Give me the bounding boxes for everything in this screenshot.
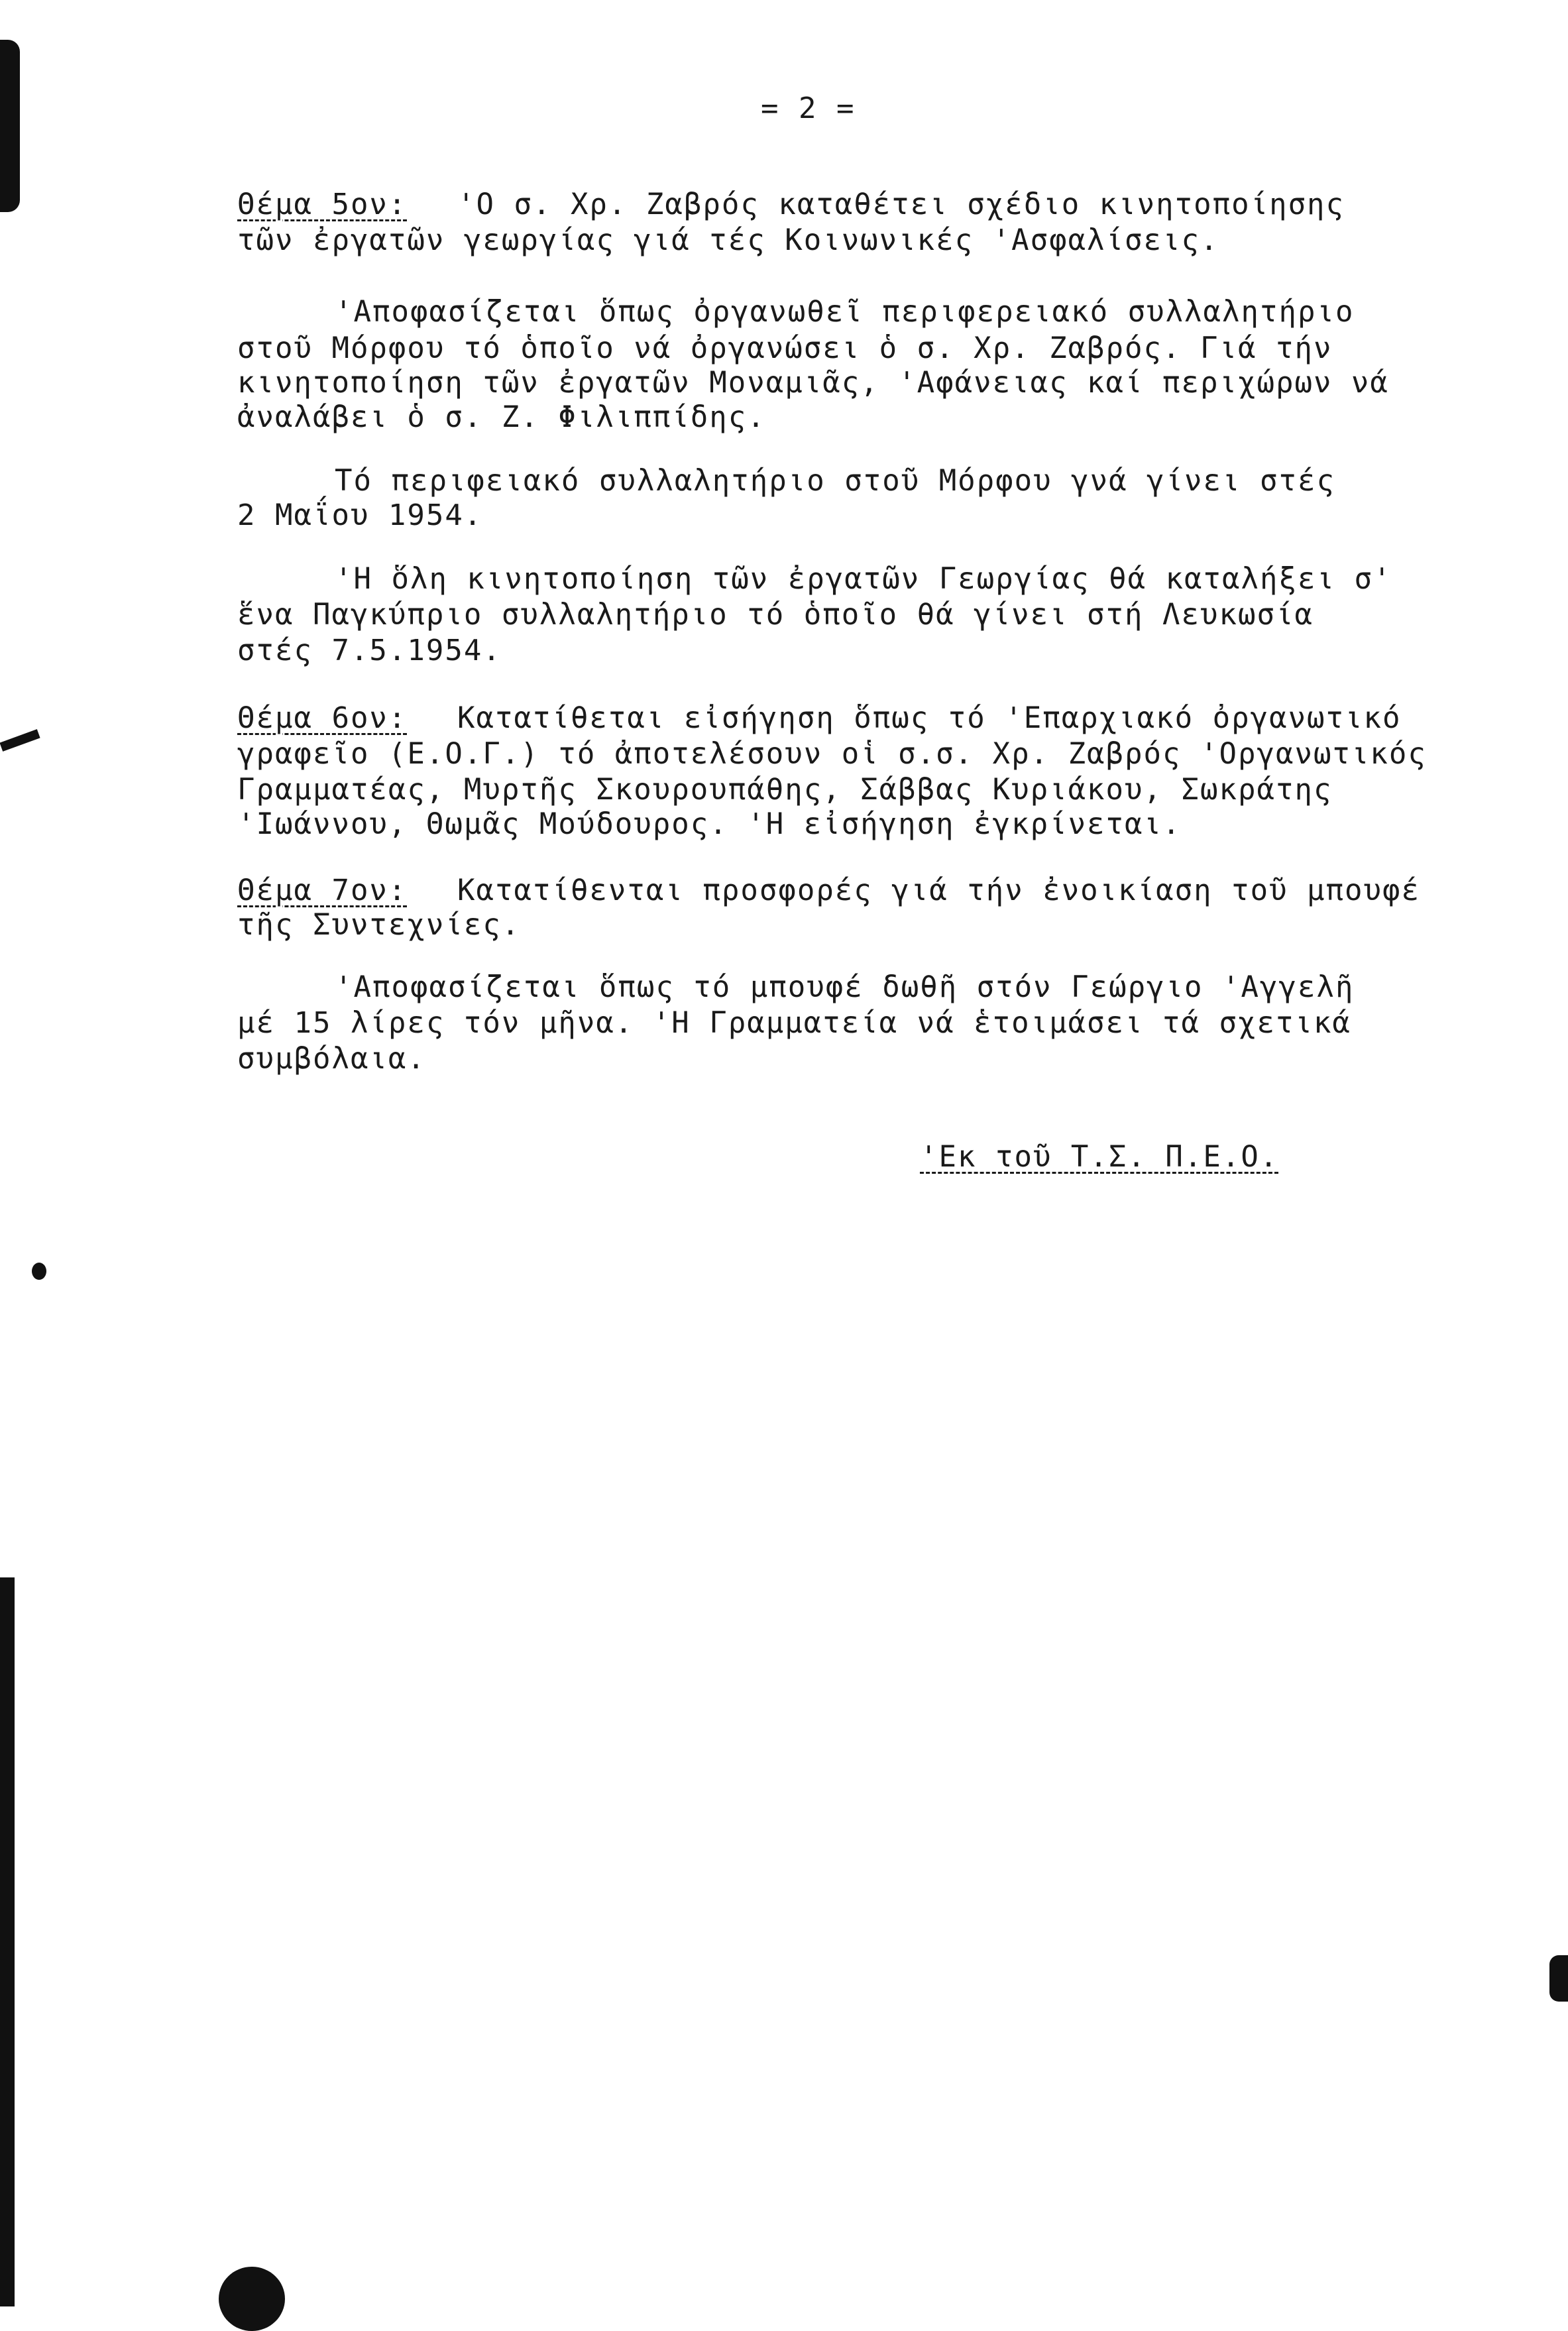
paragraph-3-line-3: στές 7.5.1954. bbox=[237, 634, 502, 667]
item-6-line-3: Γραμματέας, Μυρτῆς Σκουρουπάθης, Σάββας Κυριάκου, Σωκράτης bbox=[237, 773, 1333, 807]
item-5-line-2: τῶν ἐργατῶν γεωργίας γιά τές Κοινωνικές 'Ασφαλίσεις. bbox=[237, 223, 1219, 257]
signature: 'Εκ τοῦ Τ.Σ. Π.Ε.Ο. bbox=[920, 1140, 1279, 1174]
paragraph-1-line-4: ἀναλάβει ὁ σ. Ζ. Φιλιππίδης. bbox=[237, 400, 766, 434]
paragraph-3-line-2: ἕνα Παγκύπριο συλλαλητήριο τό ὁποῖο θά γίνει στή Λευκωσία bbox=[237, 598, 1314, 632]
paragraph-4-line-3: συμβόλαια. bbox=[237, 1042, 426, 1076]
ink-blot bbox=[219, 2267, 285, 2331]
ink-blot bbox=[1549, 1955, 1568, 2002]
paragraph-4-line-2: μέ 15 λίρες τόν μῆνα. 'Η Γραμματεία νά ἑτοιμάσει τά σχετικά bbox=[237, 1006, 1351, 1040]
paragraph-1-line-3: κινητοποίηση τῶν ἐργατῶν Μοναμιᾶς, 'Αφάνειας καί περιχώρων νά bbox=[237, 366, 1389, 400]
page-number: = 2 = bbox=[761, 91, 856, 125]
item-5-heading: Θέμα 5ον: bbox=[237, 188, 408, 221]
item-6-line-2: γραφεῖο (Ε.Ο.Γ.) τό ἀποτελέσουν οἱ σ.σ. Χρ. Ζαβρός 'Οργανωτικός bbox=[237, 737, 1427, 771]
scan-edge-mark bbox=[0, 40, 20, 212]
ink-blot bbox=[32, 1263, 46, 1280]
item-7-line-1: Κατατίθενται προσφορές γιά τήν ἐνοικίαση τοῦ μπουφέ bbox=[457, 874, 1421, 907]
paragraph-2-line-1: Τό περιφειακό συλλαλητήριο στοῦ Μόρφου γνά γίνει στές bbox=[335, 464, 1335, 498]
paragraph-1-line-1: 'Αποφασίζεται ὅπως ὀργανωθεῖ περιφερειακό συλλαλητήριο bbox=[335, 295, 1355, 329]
scan-edge-mark bbox=[0, 729, 40, 752]
paragraph-3-line-1: 'Η ὅλη κινητοποίηση τῶν ἐργατῶν Γεωργίας θά καταλήξει σ' bbox=[335, 562, 1392, 596]
item-6-line-1: Κατατίθεται εἰσήγηση ὅπως τό 'Επαρχιακό ὀργανωτικό bbox=[457, 701, 1402, 735]
paragraph-4-line-1: 'Αποφασίζεται ὅπως τό μπουφέ δωθῆ στόν Γεώργιο 'Αγγελῆ bbox=[335, 970, 1355, 1004]
paragraph-1-line-2: στοῦ Μόρφου τό ὁποῖο νά ὀργανώσει ὁ σ. Χρ. Ζαβρός. Γιά τήν bbox=[237, 331, 1333, 365]
paragraph-2-line-2: 2 Μαΐου 1954. bbox=[237, 498, 483, 532]
item-6-line-4: 'Ιωάννου, Θωμᾶς Μούδουρος. 'Η εἰσήγηση ἐγκρίνεται. bbox=[237, 807, 1182, 841]
item-7-line-2: τῆς Συντεχνίες. bbox=[237, 908, 521, 942]
scan-edge-mark bbox=[0, 1577, 15, 2306]
item-6-heading: Θέμα 6ον: bbox=[237, 701, 408, 735]
item-5-line-1: 'Ο σ. Χρ. Ζαβρός καταθέτει σχέδιο κινητοποίησης bbox=[457, 188, 1345, 221]
item-7-heading: Θέμα 7ον: bbox=[237, 874, 408, 907]
